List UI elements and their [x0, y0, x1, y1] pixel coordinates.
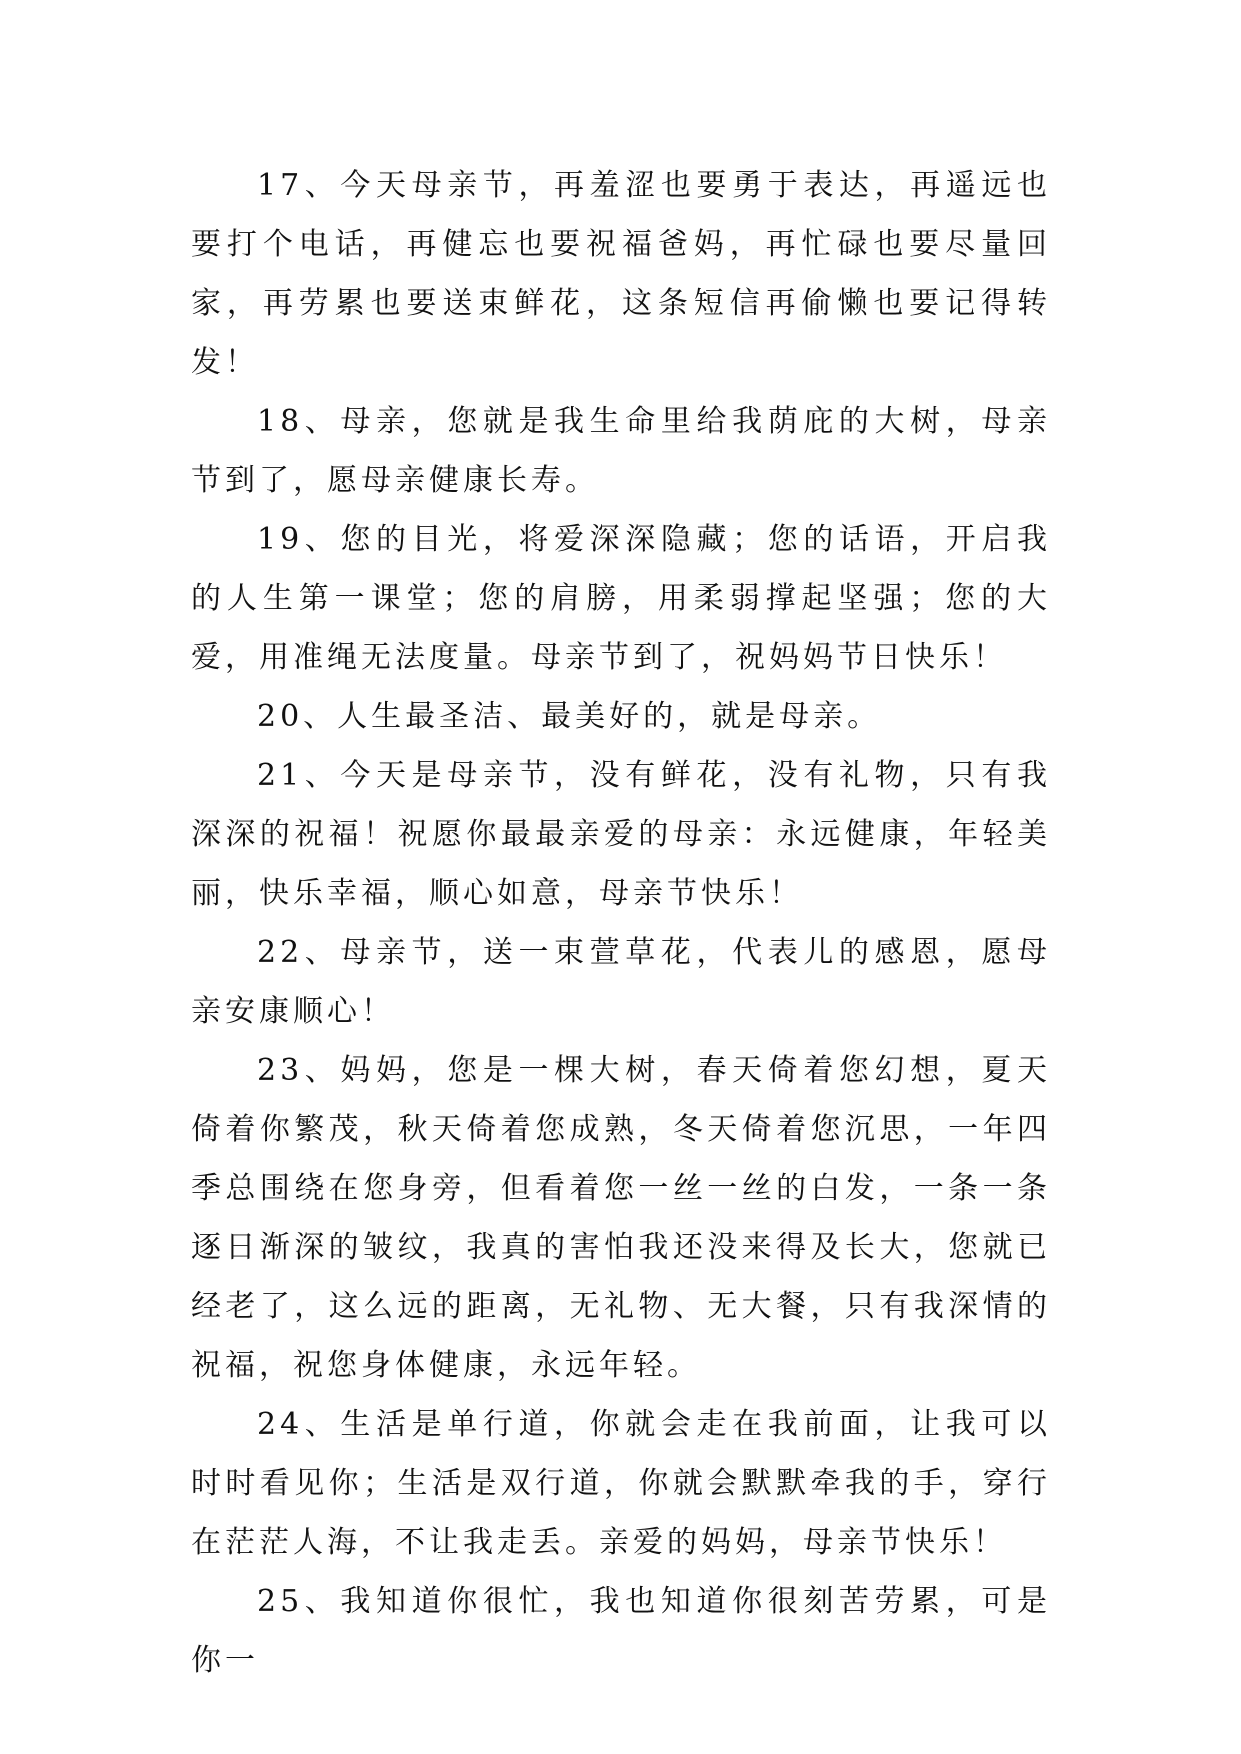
paragraph-19: 19、您的目光，将爱深深隐藏；您的话语，开启我的人生第一课堂；您的肩膀，用柔弱撑起坚强；您的大爱，用准绳无法度量。母亲节到了，祝妈妈节日快乐！: [191, 522, 1051, 675]
document-body: [191, 156, 1051, 1690]
paragraph-20: 20、人生最圣洁、最美好的，就是母亲。: [257, 699, 882, 734]
paragraph-22: 22、母亲节，送一束萱草花，代表儿的感恩，愿母亲安康顺心！: [191, 935, 1051, 1029]
paragraph-23: 23、妈妈，您是一棵大树，春天倚着您幻想，夏天倚着你繁茂，秋天倚着您成熟，冬天倚着您沉思，一年四季总围绕在您身旁，但看着您一丝一丝的白发，一条一条逐日渐深的皱纹，我真的害怕我还没来得及长大，您就已经老了，这么远的距离，无礼物、无大餐，只有我深情的祝福，祝您身体健康，永远年轻。: [191, 1053, 1051, 1383]
paragraph-24: 24、生活是单行道，你就会走在我前面，让我可以时时看见你；生活是双行道，你就会默默牵我的手，穿行在茫茫人海，不让我走丢。亲爱的妈妈，母亲节快乐！: [191, 1407, 1051, 1560]
paragraph-17: 17、今天母亲节，再羞涩也要勇于表达，再遥远也要打个电话，再健忘也要祝福爸妈，再忙碌也要尽量回家，再劳累也要送束鲜花，这条短信再偷懒也要记得转发！: [191, 168, 1051, 380]
paragraph-18: 18、母亲，您就是我生命里给我荫庇的大树，母亲节到了，愿母亲健康长寿。: [191, 404, 1051, 498]
paragraph-21: 21、今天是母亲节，没有鲜花，没有礼物，只有我深深的祝福！祝愿你最最亲爱的母亲：永远健康，年轻美丽，快乐幸福，顺心如意，母亲节快乐！: [191, 758, 1051, 911]
paragraph-25: 25、我知道你很忙，我也知道你很刻苦劳累，可是你一: [191, 1584, 1051, 1678]
